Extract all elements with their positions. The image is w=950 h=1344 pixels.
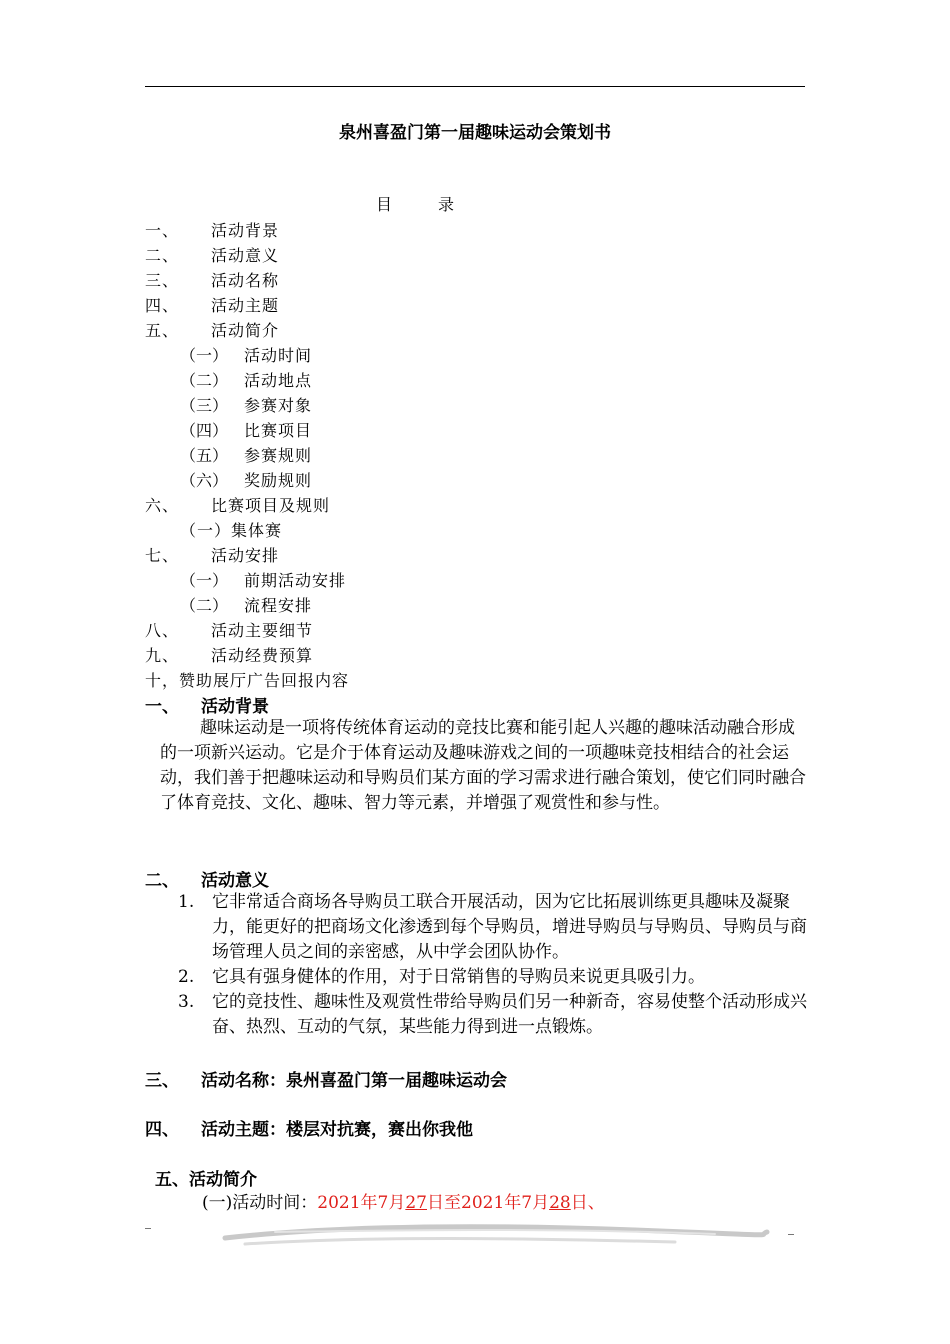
toc-heading xyxy=(376,192,454,215)
toc-subitem[interactable]: （一） 活动时间 xyxy=(180,346,313,365)
section-heading-background: 一、 活动背景 xyxy=(145,697,269,717)
toc-item[interactable]: 四、 活动主题 xyxy=(145,296,280,315)
footer-mark-left xyxy=(145,1228,151,1229)
toc-item[interactable]: 八、 活动主要细节 xyxy=(145,621,314,640)
toc-subitem[interactable]: （二） 流程安排 xyxy=(180,596,313,615)
document-title: 泉州喜盈门第一届趣味运动会策划书 xyxy=(339,123,611,143)
list-item: 2. 它具有强身健体的作用，对于日常销售的导购员来说更具吸引力。 xyxy=(178,967,705,987)
toc-item[interactable]: 十，赞助展厅广告回报内容 xyxy=(145,671,350,690)
footer-brush-decoration xyxy=(215,1218,775,1252)
list-item: 1. 它非常适合商场各导购员工联合开展活动，因为它比拓展训练更具趣味及凝聚力，能更好的把商场文化渗透到每个导购员，增进导购员与导购员、导购员与商场管理人员之间的亲密感，从中学会团队协作。 xyxy=(178,892,807,962)
toc-item[interactable]: 六、 比赛项目及规则 xyxy=(145,496,331,515)
toc-item[interactable]: 九、 活动经费预算 xyxy=(145,646,314,665)
section-heading-significance: 二、 活动意义 xyxy=(145,871,269,891)
toc-subitem[interactable]: （六） 奖励规则 xyxy=(180,471,313,490)
toc-item[interactable]: 二、 活动意义 xyxy=(145,246,280,265)
toc-heading-left: 目 xyxy=(376,195,393,214)
toc-subitem[interactable]: （五） 参赛规则 xyxy=(180,446,313,465)
toc-subitem[interactable]: （一） 前期活动安排 xyxy=(180,571,347,590)
section-heading-name: 三、 活动名称：泉州喜盈门第一届趣味运动会 xyxy=(145,1071,507,1091)
toc-subitem[interactable]: （三） 参赛对象 xyxy=(180,396,313,415)
toc-subitem[interactable]: （四） 比赛项目 xyxy=(180,421,313,440)
section-heading-intro: 五、活动简介 xyxy=(155,1170,257,1190)
section-heading-theme: 四、 活动主题：楼层对抗赛，赛出你我他 xyxy=(145,1120,473,1140)
toc-item[interactable]: 五、 活动简介 xyxy=(145,321,280,340)
activity-time-label: (一)活动时间： xyxy=(202,1193,318,1213)
toc-item[interactable]: 七、 活动安排 xyxy=(145,546,280,565)
footer-mark-right xyxy=(788,1234,794,1235)
list-item: 3. 它的竞技性、趣味性及观赏性带给导购员们另一种新奇，容易使整个活动形成兴奋、热烈、互动的气氛，某些能力得到进一点锻炼。 xyxy=(178,992,807,1037)
toc-heading-right: 录 xyxy=(438,195,455,214)
toc-item[interactable]: 三、 活动名称 xyxy=(145,271,280,290)
toc-subitem[interactable]: （一）集体赛 xyxy=(180,521,283,540)
header-rule xyxy=(145,86,805,87)
toc-subitem[interactable]: （二） 活动地点 xyxy=(180,371,313,390)
section-body-background: 趣味运动是一项将传统体育运动的竞技比赛和能引起人兴趣的趣味活动融合形成的一项新兴运动。它是介于体育运动及趣味游戏之间的一项趣味竞技相结合的社会运动，我们善于把趣味运动和导购员们某方面的学习需求进行融合策划，使它们同时融合了体育竞技、文化、趣味、智力等元素，并增强了观赏性和参与性。 xyxy=(160,718,806,813)
activity-time-line: (一)活动时间：2021年7月27日至2021年7月28日、 xyxy=(202,1193,605,1213)
toc-item[interactable]: 一、 活动背景 xyxy=(145,221,280,240)
